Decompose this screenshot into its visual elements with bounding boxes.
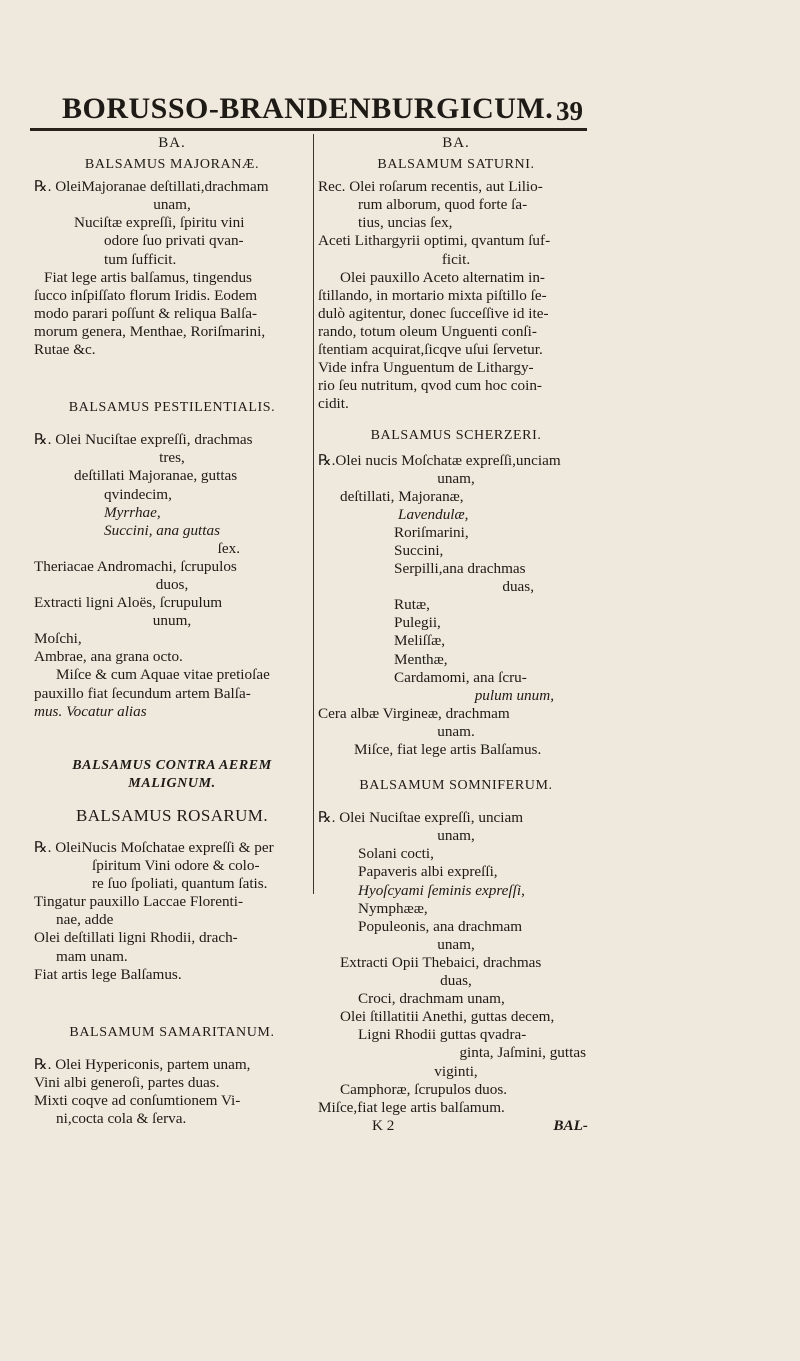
recipe-line: ℞. Olei Hypericonis, partem unam, [34,1055,251,1073]
recipe-line: Rec. Olei roſarum recentis, aut Lilio- [318,178,543,196]
recipe-line: unam, [437,827,475,845]
recipe-line: Tingatur pauxillo Laccae Florenti- [34,893,244,911]
recipe-line: Miſce,fiat lege artis balſamum. [318,1098,505,1116]
recipe-title: BALSAMUM SOMNIFERUM. [359,778,553,794]
recipe-line: unam, [437,469,475,487]
left-column-head: BA. [158,135,186,151]
recipe-balsamus-pestilentialis [34,399,310,721]
recipe-line: Ligni Rhodii guttas qvadra- [358,1026,527,1044]
recipe-line: Camphoræ, ſcrupulos duos. [340,1080,508,1098]
recipe-line: Cardamomi, ana ſcru- [394,668,527,686]
recipe-line: deſtillati, Majoranæ, [340,487,464,505]
recipe-line: ſex. [217,539,240,557]
recipe-line: duas, [440,972,472,990]
recipe-line: Ambrae, ana grana octo. [34,648,183,666]
recipe-line: ficit. [441,250,471,268]
right-column [318,134,594,1135]
recipe-line: tum ſufficit. [104,250,177,268]
recipe-line: Hyoſcyami ſeminis expreſſi, [358,881,525,899]
recipe-line: Moſchi, [34,630,82,648]
recipe-line: Olei ſtillatitii Anethi, guttas decem, [340,1008,555,1026]
recipe-line: qvindecim, [104,485,172,503]
recipe-line: rum alborum, quod forte ſa- [358,196,528,214]
recipe-title: BALSAMUS SCHERZERI. [370,428,542,444]
page-footer [318,1117,594,1135]
recipe-line: rando, totum oleum Unguenti conſi- [318,322,537,340]
recipe-line: Olei pauxillo Aceto alternatim in- [340,268,545,286]
recipe-line: ℞. OleiMajoranae deſtillati,drachmam [34,178,269,196]
recipe-line: Rutae &c. [34,341,96,359]
recipe-line: Theriacae Andromachi, ſcrupulos [34,557,237,575]
recipe-line: Solani cocti, [358,845,434,863]
right-column-head: BA. [442,135,470,151]
recipe-balsamus-contra-aerem [34,757,310,793]
recipe-line: dulò agitentur, donec ſucceſſive id ite- [318,304,549,322]
signature-mark: K 2 [372,1116,395,1134]
recipe-line: Populeonis, ana drachmam [358,917,523,935]
recipe-line: Pulegii, [394,614,441,632]
recipe-line: unam. [437,722,475,740]
recipe-line: tius, uncias ſex, [358,214,453,232]
recipe-title: BALSAMUM SAMARITANUM. [69,1024,275,1040]
recipe-line: Fiat lege artis balſamus, tingendus [44,268,252,286]
recipe-line: ſtentiam acquirat,ſicqve uſui ſervetur. [318,341,543,359]
recipe-line: Serpilli,ana drachmas [394,560,526,578]
recipe-title: BALSAMUS ROSARUM. [76,805,268,825]
recipe-line: Miſce, fiat lege artis Balſamus. [354,741,542,758]
recipe-line: pulum unum, [474,686,554,704]
recipe-balsamum-somniferum [318,777,594,1135]
recipe-title: MALIGNUM. [128,775,216,791]
recipe-line: ℞. Olei Nuciſtae expreſſi, drachmas [34,431,253,449]
recipe-line: duos, [155,575,189,593]
recipe-line: viginti, [434,1062,478,1080]
recipe-line: ℞.Olei nucis Moſchatæ expreſſi,unciam [318,451,561,469]
recipe-line: Succini, ana guttas [104,521,221,539]
recipe-line: Nuciſtæ expreſſi, ſpiritu vini [74,214,245,232]
recipe-line: Mixti coqve ad conſumtionem Vi- [34,1092,241,1110]
recipe-line: Extracti Opii Thebaici, drachmas [340,953,542,971]
recipe-line: cidit. [318,395,349,413]
recipe-line: Meliſſæ, [394,632,446,650]
recipe-line: ℞. OleiNucis Moſchatae expreſſi & per [34,839,274,856]
recipe-line: ginta, Jaſmini, guttas [459,1044,586,1062]
recipe-line: Roriſmarini, [394,523,469,541]
recipe-line: Rutæ, [394,596,430,614]
recipe-line: deſtillati Majoranae, guttas [74,467,238,485]
recipe-line: Lavendulæ, [398,505,469,523]
recipe-line: unam, [153,196,191,214]
recipe-title: BALSAMUS MAJORANÆ. [84,157,260,173]
catchword: BAL- [553,1116,588,1134]
recipe-line: Myrrhae, [104,503,161,521]
recipe-line: pauxillo fiat ſecundum artem Balſa- [34,684,251,702]
recipe-line: Nymphææ, [358,899,428,917]
page-number: 39 [556,96,583,126]
recipe-line: Vini albi generoſi, partes duas. [34,1073,220,1091]
recipe-line: Miſce & cum Aquae vitae pretioſae [56,666,270,684]
recipe-balsamus-majoranae [34,156,310,359]
recipe-line: Croci, drachmam unam, [358,990,505,1008]
recipe-line: ſtillando, in mortario mixta piſtillo ſe- [318,286,547,304]
recipe-title: BALSAMUM SATURNI. [377,157,535,173]
recipe-line: unum, [152,612,192,630]
recipe-line: Papaveris albi expreſſi, [358,863,498,881]
recipe-line: Menthæ, [394,650,448,668]
recipe-line: modo parari poſſunt & reliqua Balſa- [34,304,258,322]
recipe-line: ni,cocta cola & ſerva. [56,1110,187,1128]
recipe-line: Olei deſtillati ligni Rhodii, drach- [34,929,238,947]
recipe-line: ſpiritum Vini odore & colo- [92,857,260,875]
recipe-line: unam, [437,935,475,953]
running-title: BORUSSO-BRANDENBURGICUM. [62,92,554,125]
recipe-line: mam unam. [56,947,128,965]
recipe-line: mus. Vocatur alias [34,702,147,720]
recipe-line: Vide infra Unguentum de Lithargy- [318,359,534,377]
recipe-line: nae, adde [56,911,114,929]
left-column [34,134,310,1128]
recipe-line: re ſuo ſpoliati, quantum ſatis. [92,875,268,893]
column-divider [313,134,314,894]
recipe-line: ſucco inſpiſſato florum Iridis. Eodem [34,286,258,304]
recipe-line: Aceti Lithargyrii optimi, qvantum ſuf- [318,232,551,250]
recipe-line: Fiat artis lege Balſamus. [34,965,182,983]
recipe-line: rio ſeu nutritum, qvod cum hoc coin- [318,377,542,395]
recipe-line: odore ſuo privati qvan- [104,232,244,250]
recipe-line: tres, [159,449,185,467]
header-rule [30,128,587,131]
recipe-line: ℞. Olei Nuciſtae expreſſi, unciam [318,809,524,827]
recipe-line: Cera albæ Virgineæ, drachmam [318,704,510,722]
recipe-balsamus-scherzeri [318,427,594,759]
recipe-title: BALSAMUS CONTRA AEREM [72,757,272,773]
recipe-line: Succini, [394,541,444,559]
recipe-line: duas, [502,578,534,596]
recipe-title: BALSAMUS PESTILENTIALIS. [68,400,276,416]
recipe-balsamum-saturni [318,156,594,413]
recipe-balsamus-rosarum [34,807,310,984]
recipe-balsamum-samaritanum [34,1024,310,1128]
recipe-line: morum genera, Menthae, Roriſmarini, [34,322,266,340]
recipe-line: Extracti ligni Aloës, ſcrupulum [34,594,223,612]
